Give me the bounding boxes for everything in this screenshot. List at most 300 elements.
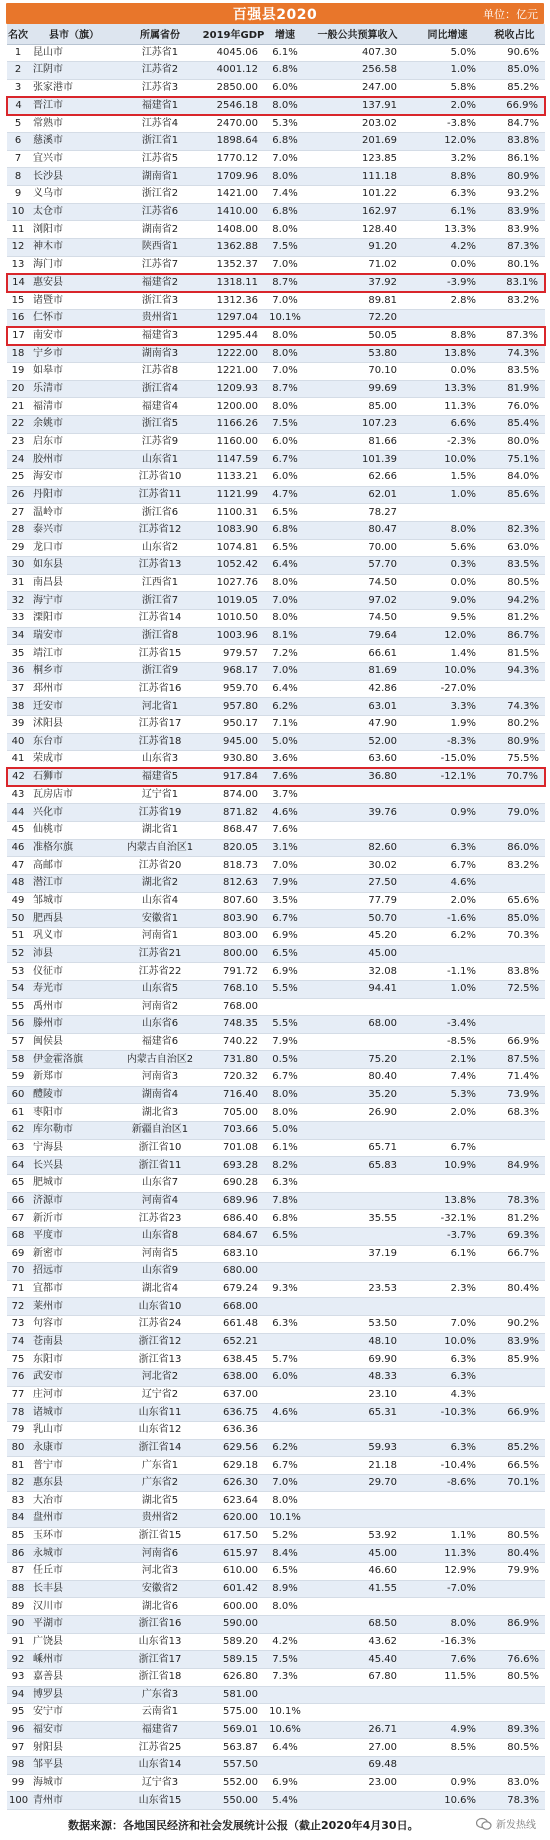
cell-tax-share: 81.5%: [484, 645, 545, 663]
cell-growth: 6.0%: [266, 79, 304, 97]
cell-budget-revenue: 21.18: [304, 1457, 411, 1475]
cell-growth: 6.7%: [266, 1069, 304, 1087]
cell-county: 新沂市: [29, 1210, 119, 1228]
cell-tax-share: 85.2%: [484, 1439, 545, 1457]
cell-rank: 5: [7, 115, 29, 133]
cell-province: 浙江省7: [119, 592, 201, 610]
table-row: [7, 150, 545, 168]
cell-province: 江苏省23: [119, 1210, 201, 1228]
cell-yoy-growth: 13.8%: [411, 345, 484, 363]
cell-county: 福安市: [29, 1721, 119, 1739]
table-row: [7, 521, 545, 539]
table-row: [7, 451, 545, 469]
table-row: [7, 416, 545, 434]
cell-budget-revenue: 65.31: [304, 1404, 411, 1422]
cell-gdp: 1010.50: [201, 610, 266, 628]
table-row: [7, 1351, 545, 1369]
column-header-yoy-growth: 同比增速: [411, 24, 484, 44]
cell-province: 福建省1: [119, 97, 201, 115]
cell-yoy-growth: 8.0%: [411, 1615, 484, 1633]
cell-yoy-growth: 6.2%: [411, 927, 484, 945]
cell-rank: 46: [7, 839, 29, 857]
cell-growth: 7.3%: [266, 1668, 304, 1686]
cell-gdp: 1770.12: [201, 150, 266, 168]
table-row: [7, 945, 545, 963]
cell-rank: 52: [7, 945, 29, 963]
cell-county: 庄河市: [29, 1386, 119, 1404]
cell-county: 晋江市: [29, 97, 119, 115]
table-row: [7, 857, 545, 875]
cell-growth: 6.1%: [266, 44, 304, 62]
cell-rank: 12: [7, 238, 29, 256]
cell-budget-revenue: [304, 822, 411, 840]
cell-yoy-growth: [411, 1598, 484, 1616]
cell-county: 南昌县: [29, 574, 119, 592]
cell-province: 云南省1: [119, 1704, 201, 1722]
cell-gdp: 1147.59: [201, 451, 266, 469]
cell-province: 湖北省5: [119, 1492, 201, 1510]
cell-growth: 8.0%: [266, 574, 304, 592]
cell-growth: 7.9%: [266, 875, 304, 893]
cell-yoy-growth: 0.9%: [411, 1774, 484, 1792]
cell-gdp: 820.05: [201, 839, 266, 857]
cell-rank: 71: [7, 1280, 29, 1298]
cell-province: 辽宁省2: [119, 1386, 201, 1404]
cell-growth: 6.5%: [266, 1227, 304, 1245]
cell-county: 仁怀市: [29, 309, 119, 327]
cell-yoy-growth: 10.0%: [411, 1333, 484, 1351]
cell-rank: 7: [7, 150, 29, 168]
cell-rank: 42: [7, 768, 29, 786]
cell-county: 福清市: [29, 398, 119, 416]
cell-tax-share: 83.8%: [484, 963, 545, 981]
cell-budget-revenue: 82.60: [304, 839, 411, 857]
cell-rank: 56: [7, 1016, 29, 1034]
cell-tax-share: 83.1%: [484, 274, 545, 292]
cell-county: 海门市: [29, 256, 119, 274]
cell-rank: 14: [7, 274, 29, 292]
cell-tax-share: [484, 1598, 545, 1616]
cell-rank: 3: [7, 79, 29, 97]
cell-tax-share: 93.2%: [484, 185, 545, 203]
cell-rank: 11: [7, 221, 29, 239]
cell-yoy-growth: [411, 1686, 484, 1704]
cell-yoy-growth: -32.1%: [411, 1210, 484, 1228]
cell-gdp: 1209.93: [201, 380, 266, 398]
cell-tax-share: 78.3%: [484, 1792, 545, 1810]
cell-province: 江苏省15: [119, 645, 201, 663]
cell-province: 湖北省3: [119, 1104, 201, 1122]
cell-budget-revenue: 63.01: [304, 698, 411, 716]
table-row: [7, 79, 545, 97]
cell-yoy-growth: -3.4%: [411, 1016, 484, 1034]
cell-county: 莱州市: [29, 1298, 119, 1316]
cell-county: 仪征市: [29, 963, 119, 981]
watermark: [476, 1816, 536, 1831]
cell-yoy-growth: 8.8%: [411, 327, 484, 345]
cell-yoy-growth: [411, 1122, 484, 1140]
watermark-text: 新发热线: [496, 1820, 536, 1831]
cell-tax-share: 87.3%: [484, 238, 545, 256]
cell-growth: 7.0%: [266, 292, 304, 310]
cell-county: 沭阳县: [29, 715, 119, 733]
cell-growth: 6.8%: [266, 133, 304, 151]
cell-rank: 39: [7, 715, 29, 733]
cell-tax-share: 78.3%: [484, 1192, 545, 1210]
cell-county: 宜兴市: [29, 150, 119, 168]
cell-yoy-growth: 1.4%: [411, 645, 484, 663]
cell-growth: 6.5%: [266, 504, 304, 522]
cell-gdp: 684.67: [201, 1227, 266, 1245]
cell-tax-share: 86.7%: [484, 627, 545, 645]
table-row: [7, 433, 545, 451]
table-row: [7, 1174, 545, 1192]
cell-yoy-growth: 10.0%: [411, 663, 484, 681]
column-header-row: [7, 24, 545, 44]
cell-province: 福建省5: [119, 768, 201, 786]
cell-growth: 8.0%: [266, 168, 304, 186]
table-row: [7, 1122, 545, 1140]
cell-province: 浙江省1: [119, 133, 201, 151]
cell-rank: 66: [7, 1192, 29, 1210]
cell-county: 枣阳市: [29, 1104, 119, 1122]
cell-yoy-growth: [411, 504, 484, 522]
cell-province: 河南省1: [119, 927, 201, 945]
cell-tax-share: [484, 1704, 545, 1722]
table-row: [7, 221, 545, 239]
cell-county: 乐清市: [29, 380, 119, 398]
cell-province: 贵州省1: [119, 309, 201, 327]
cell-county: 海城市: [29, 1774, 119, 1792]
cell-tax-share: 83.9%: [484, 1333, 545, 1351]
cell-rank: 23: [7, 433, 29, 451]
cell-yoy-growth: 11.5%: [411, 1668, 484, 1686]
cell-gdp: 1133.21: [201, 468, 266, 486]
cell-gdp: 1709.96: [201, 168, 266, 186]
cell-budget-revenue: 407.30: [304, 44, 411, 62]
table-row: [7, 1404, 545, 1422]
cell-gdp: 563.87: [201, 1739, 266, 1757]
cell-province: 江苏省14: [119, 610, 201, 628]
cell-county: 句容市: [29, 1316, 119, 1334]
cell-province: 辽宁省1: [119, 786, 201, 804]
cell-rank: 22: [7, 416, 29, 434]
cell-growth: 8.7%: [266, 274, 304, 292]
cell-growth: 6.5%: [266, 1563, 304, 1581]
cell-province: 江苏省11: [119, 486, 201, 504]
cell-province: 浙江省5: [119, 416, 201, 434]
cell-budget-revenue: [304, 1192, 411, 1210]
cell-budget-revenue: 68.50: [304, 1615, 411, 1633]
cell-gdp: 575.00: [201, 1704, 266, 1722]
cell-budget-revenue: [304, 1704, 411, 1722]
table-row: [7, 698, 545, 716]
cell-growth: 7.0%: [266, 1474, 304, 1492]
table-row: [7, 1492, 545, 1510]
cell-rank: 27: [7, 504, 29, 522]
cell-yoy-growth: 5.0%: [411, 44, 484, 62]
cell-tax-share: 85.6%: [484, 486, 545, 504]
cell-rank: 59: [7, 1069, 29, 1087]
cell-gdp: 979.57: [201, 645, 266, 663]
cell-county: 胶州市: [29, 451, 119, 469]
cell-yoy-growth: 1.9%: [411, 715, 484, 733]
cell-county: 济源市: [29, 1192, 119, 1210]
cell-yoy-growth: -12.1%: [411, 768, 484, 786]
cell-budget-revenue: [304, 1492, 411, 1510]
cell-growth: 7.8%: [266, 1192, 304, 1210]
cell-rank: 77: [7, 1386, 29, 1404]
cell-yoy-growth: 8.0%: [411, 521, 484, 539]
cell-tax-share: 94.2%: [484, 592, 545, 610]
cell-growth: 5.5%: [266, 1016, 304, 1034]
cell-budget-revenue: 62.66: [304, 468, 411, 486]
cell-budget-revenue: 47.90: [304, 715, 411, 733]
cell-growth: 5.7%: [266, 1351, 304, 1369]
cell-county: 邹城市: [29, 892, 119, 910]
cell-tax-share: 72.5%: [484, 980, 545, 998]
cell-rank: 32: [7, 592, 29, 610]
cell-yoy-growth: 6.1%: [411, 203, 484, 221]
cell-county: 招远市: [29, 1263, 119, 1281]
cell-tax-share: 80.5%: [484, 1739, 545, 1757]
cell-province: 山东省2: [119, 539, 201, 557]
cell-yoy-growth: 8.5%: [411, 1739, 484, 1757]
cell-county: 常熟市: [29, 115, 119, 133]
cell-rank: 36: [7, 663, 29, 681]
cell-rank: 29: [7, 539, 29, 557]
cell-gdp: 1221.00: [201, 363, 266, 381]
cell-yoy-growth: 0.0%: [411, 363, 484, 381]
cell-county: 靖江市: [29, 645, 119, 663]
cell-budget-revenue: 26.71: [304, 1721, 411, 1739]
table-row: [7, 733, 545, 751]
cell-budget-revenue: [304, 1174, 411, 1192]
cell-growth: 7.5%: [266, 1651, 304, 1669]
cell-budget-revenue: 50.05: [304, 327, 411, 345]
cell-province: 山东省4: [119, 892, 201, 910]
cell-yoy-growth: [411, 1704, 484, 1722]
cell-growth: 7.0%: [266, 256, 304, 274]
cell-budget-revenue: 53.80: [304, 345, 411, 363]
table-row: [7, 44, 545, 62]
cell-province: 江苏省10: [119, 468, 201, 486]
cell-gdp: 740.22: [201, 1033, 266, 1051]
cell-gdp: 705.00: [201, 1104, 266, 1122]
cell-county: 醴陵市: [29, 1086, 119, 1104]
cell-province: 河南省4: [119, 1192, 201, 1210]
cell-gdp: 1362.88: [201, 238, 266, 256]
cell-rank: 41: [7, 751, 29, 769]
cell-yoy-growth: 1.0%: [411, 486, 484, 504]
cell-tax-share: 80.9%: [484, 733, 545, 751]
cell-budget-revenue: [304, 1598, 411, 1616]
cell-province: 浙江省11: [119, 1157, 201, 1175]
cell-yoy-growth: 2.3%: [411, 1280, 484, 1298]
cell-budget-revenue: 29.70: [304, 1474, 411, 1492]
cell-province: 河南省6: [119, 1545, 201, 1563]
cell-gdp: 917.84: [201, 768, 266, 786]
cell-gdp: 791.72: [201, 963, 266, 981]
cell-county: 盘州市: [29, 1510, 119, 1528]
cell-rank: 4: [7, 97, 29, 115]
cell-budget-revenue: [304, 1122, 411, 1140]
cell-yoy-growth: 11.3%: [411, 1545, 484, 1563]
cell-gdp: 679.24: [201, 1280, 266, 1298]
cell-province: 江苏省19: [119, 804, 201, 822]
cell-yoy-growth: 4.6%: [411, 875, 484, 893]
table-row: [7, 627, 545, 645]
cell-gdp: 945.00: [201, 733, 266, 751]
table-row: [7, 1457, 545, 1475]
unit-label: 单位：亿元: [483, 8, 538, 21]
cell-yoy-growth: -3.8%: [411, 115, 484, 133]
cell-province: 江苏省1: [119, 44, 201, 62]
cell-county: 慈溪市: [29, 133, 119, 151]
cell-county: 汉川市: [29, 1598, 119, 1616]
cell-budget-revenue: 27.00: [304, 1739, 411, 1757]
cell-province: 湖北省6: [119, 1598, 201, 1616]
cell-gdp: 638.45: [201, 1351, 266, 1369]
cell-province: 浙江省6: [119, 504, 201, 522]
cell-province: 安徽省2: [119, 1580, 201, 1598]
cell-rank: 53: [7, 963, 29, 981]
cell-gdp: 768.10: [201, 980, 266, 998]
cell-yoy-growth: 7.0%: [411, 1316, 484, 1334]
cell-province: 山东省13: [119, 1633, 201, 1651]
cell-province: 浙江省2: [119, 185, 201, 203]
cell-province: 山东省9: [119, 1263, 201, 1281]
cell-county: 张家港市: [29, 79, 119, 97]
cell-growth: [266, 1421, 304, 1439]
cell-growth: 5.5%: [266, 980, 304, 998]
cell-rank: 43: [7, 786, 29, 804]
cell-province: 江西省1: [119, 574, 201, 592]
cell-county: 高邮市: [29, 857, 119, 875]
cell-growth: 3.7%: [266, 786, 304, 804]
cell-budget-revenue: 66.61: [304, 645, 411, 663]
cell-gdp: 716.40: [201, 1086, 266, 1104]
cell-budget-revenue: 43.62: [304, 1633, 411, 1651]
cell-growth: 8.0%: [266, 345, 304, 363]
cell-tax-share: [484, 875, 545, 893]
cell-county: 射阳县: [29, 1739, 119, 1757]
cell-county: 兴化市: [29, 804, 119, 822]
cell-rank: 73: [7, 1316, 29, 1334]
cell-province: 河南省2: [119, 998, 201, 1016]
cell-yoy-growth: 1.1%: [411, 1527, 484, 1545]
cell-tax-share: 87.3%: [484, 327, 545, 345]
cell-tax-share: [484, 822, 545, 840]
cell-growth: 8.0%: [266, 1104, 304, 1122]
cell-county: 丹阳市: [29, 486, 119, 504]
cell-gdp: 550.00: [201, 1792, 266, 1810]
cell-yoy-growth: 6.3%: [411, 1368, 484, 1386]
table-row: [7, 1016, 545, 1034]
cell-rank: 18: [7, 345, 29, 363]
cell-gdp: 689.96: [201, 1192, 266, 1210]
cell-gdp: 1312.36: [201, 292, 266, 310]
cell-county: 海宁市: [29, 592, 119, 610]
cell-growth: 6.8%: [266, 62, 304, 80]
cell-tax-share: [484, 945, 545, 963]
cell-gdp: 617.50: [201, 1527, 266, 1545]
cell-county: 玉环市: [29, 1527, 119, 1545]
cell-county: 东台市: [29, 733, 119, 751]
cell-budget-revenue: 42.86: [304, 680, 411, 698]
cell-growth: 6.4%: [266, 1739, 304, 1757]
cell-yoy-growth: 2.0%: [411, 1104, 484, 1122]
table-row: [7, 256, 545, 274]
cell-budget-revenue: 36.80: [304, 768, 411, 786]
cell-yoy-growth: [411, 1298, 484, 1316]
table-row: [7, 574, 545, 592]
cell-budget-revenue: 72.20: [304, 309, 411, 327]
cell-tax-share: 83.5%: [484, 557, 545, 575]
cell-rank: 20: [7, 380, 29, 398]
cell-province: 广东省3: [119, 1686, 201, 1704]
cell-rank: 40: [7, 733, 29, 751]
cell-yoy-growth: -7.0%: [411, 1580, 484, 1598]
cell-tax-share: [484, 504, 545, 522]
table-row: [7, 1615, 545, 1633]
cell-rank: 79: [7, 1421, 29, 1439]
cell-budget-revenue: [304, 998, 411, 1016]
table-row: [7, 1280, 545, 1298]
cell-tax-share: 70.1%: [484, 1474, 545, 1492]
table-row: [7, 1104, 545, 1122]
cell-gdp: 623.64: [201, 1492, 266, 1510]
cell-yoy-growth: 1.0%: [411, 980, 484, 998]
cell-gdp: 569.01: [201, 1721, 266, 1739]
cell-budget-revenue: [304, 1510, 411, 1528]
cell-county: 诸城市: [29, 1404, 119, 1422]
cell-growth: 7.5%: [266, 238, 304, 256]
cell-county: 邳州市: [29, 680, 119, 698]
cell-gdp: 683.10: [201, 1245, 266, 1263]
cell-gdp: 800.00: [201, 945, 266, 963]
cell-yoy-growth: 3.2%: [411, 150, 484, 168]
table-row: [7, 1192, 545, 1210]
table-row: [7, 663, 545, 681]
cell-rank: 88: [7, 1580, 29, 1598]
table-row: [7, 486, 545, 504]
cell-rank: 31: [7, 574, 29, 592]
cell-gdp: 620.00: [201, 1510, 266, 1528]
table-row: [7, 1474, 545, 1492]
cell-county: 禹州市: [29, 998, 119, 1016]
cell-gdp: 1421.00: [201, 185, 266, 203]
cell-tax-share: 85.0%: [484, 910, 545, 928]
cell-county: 普宁市: [29, 1457, 119, 1475]
cell-tax-share: [484, 1263, 545, 1281]
table-row: [7, 1263, 545, 1281]
cell-budget-revenue: 79.64: [304, 627, 411, 645]
cell-county: 石狮市: [29, 768, 119, 786]
cell-rank: 16: [7, 309, 29, 327]
cell-growth: 0.5%: [266, 1051, 304, 1069]
table-row: [7, 1739, 545, 1757]
cell-province: 河北省2: [119, 1368, 201, 1386]
cell-budget-revenue: [304, 1298, 411, 1316]
cell-province: 湖南省3: [119, 345, 201, 363]
cell-gdp: 4045.06: [201, 44, 266, 62]
table-row: [7, 97, 545, 115]
cell-yoy-growth: 6.3%: [411, 839, 484, 857]
cell-county: 如皋市: [29, 363, 119, 381]
cell-yoy-growth: -3.7%: [411, 1227, 484, 1245]
cell-rank: 91: [7, 1633, 29, 1651]
